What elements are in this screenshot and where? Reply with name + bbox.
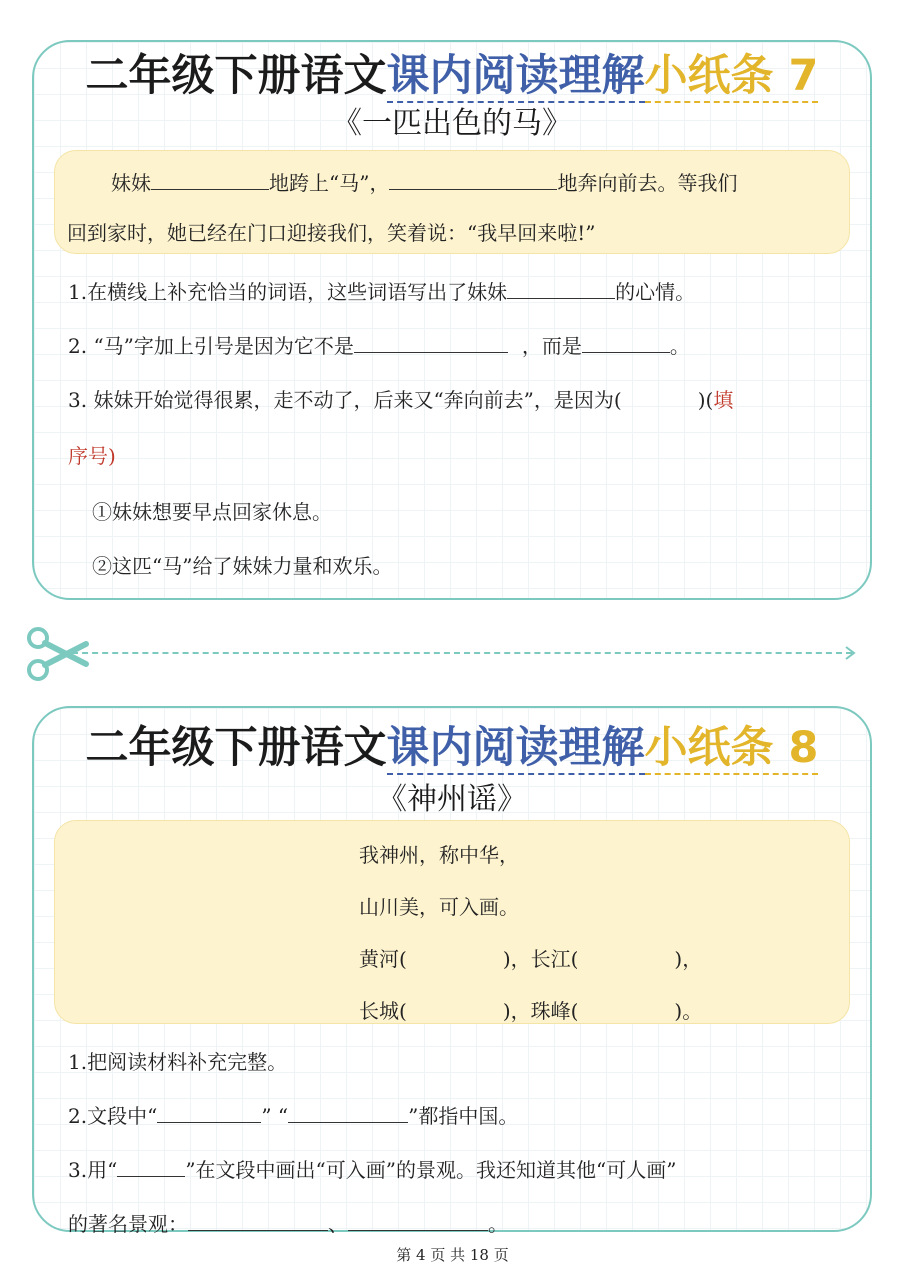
question-text: ” “ — [261, 1104, 289, 1128]
passage-text: 妹妹 — [111, 171, 151, 195]
reading-card-7 — [32, 40, 872, 600]
passage-line-1 — [111, 167, 737, 196]
fill-blank[interactable] — [348, 1212, 488, 1231]
fill-blank[interactable] — [151, 171, 269, 190]
passage-box — [54, 150, 850, 254]
instruction-note: 填 — [713, 388, 734, 412]
passage-text: 地奔向前去。等我们 — [557, 171, 738, 195]
option-2: ②这匹“马”给了妹妹力量和欢乐。 — [92, 554, 393, 578]
card-title — [34, 48, 870, 104]
poem-title: 《神州谣》 — [377, 782, 527, 817]
poem-text: )。 — [674, 999, 703, 1023]
question-text: 。 — [669, 334, 690, 358]
poem-text: )，珠峰( — [502, 999, 579, 1023]
fill-blank[interactable] — [507, 280, 615, 299]
question-text: ，而是 — [521, 334, 582, 358]
poem-text: 长城( — [359, 999, 407, 1023]
question-text: ”在文段中画出“可入画”的景观。我还知道其他“可人画” — [185, 1158, 677, 1182]
poem-line-1: 我神州，称中华， — [359, 843, 519, 867]
title-grade: 二年级下册语文 — [85, 51, 387, 101]
poem-box — [54, 820, 850, 1024]
arrow-right-icon — [844, 645, 856, 659]
poem-line-3 — [359, 943, 702, 972]
question-3 — [68, 1154, 676, 1183]
title-grade: 二年级下册语文 — [85, 723, 387, 773]
question-2 — [68, 330, 690, 359]
question-3 — [68, 384, 733, 413]
scissors-icon — [24, 626, 90, 682]
title-reading: 课内阅读理解 — [386, 723, 645, 773]
question-text: ”都指中国。 — [408, 1104, 519, 1128]
question-text: 的著名景观： — [68, 1212, 188, 1236]
story-title: 《一匹出色的马》 — [332, 106, 572, 141]
question-text: 2. “马”字加上引号是因为它不是 — [68, 334, 354, 358]
question-1: 1.把阅读材料补充完整。 — [68, 1050, 288, 1074]
fill-blank[interactable] — [582, 334, 670, 353]
question-text: 3.用“ — [68, 1158, 118, 1182]
reading-card-8 — [32, 706, 872, 1236]
question-text: 的心情。 — [615, 280, 696, 304]
page-footer: 第 4 页 共 18 页 — [396, 1246, 509, 1264]
poem-text: 黄河( — [359, 947, 407, 971]
fill-blank[interactable] — [157, 1104, 261, 1123]
question-text: 。 — [488, 1212, 508, 1236]
fill-blank[interactable] — [188, 1212, 328, 1231]
cut-line — [72, 652, 852, 654]
question-text: 2.文段中“ — [68, 1104, 158, 1128]
question-text: )( — [697, 388, 714, 412]
question-1 — [68, 276, 695, 305]
fill-blank[interactable] — [288, 1104, 408, 1123]
passage-text: 地跨上“马”， — [269, 171, 390, 195]
question-text: 、 — [328, 1212, 348, 1236]
passage-line-2: 回到家时，她已经在门口迎接我们，笑着说：“我早回来啦!” — [67, 221, 596, 245]
option-1: ①妹妹想要早点回家休息。 — [92, 500, 332, 524]
question-text: 1.在横线上补充恰当的词语，这些词语写出了妹妹 — [68, 280, 508, 304]
title-reading: 课内阅读理解 — [386, 51, 645, 101]
fill-blank[interactable] — [117, 1158, 185, 1177]
question-2 — [68, 1100, 518, 1129]
poem-text: )， — [674, 947, 703, 971]
poem-line-2: 山川美，可入画。 — [359, 895, 519, 919]
poem-text: )，长江( — [502, 947, 579, 971]
instruction-note: 序号) — [68, 444, 116, 468]
title-note-number: 小纸条 8 — [644, 723, 819, 773]
card-title — [34, 720, 870, 776]
title-note-number: 小纸条 7 — [644, 51, 819, 101]
poem-line-4 — [359, 995, 702, 1024]
fill-blank[interactable] — [389, 171, 557, 190]
question-3-continued — [68, 1208, 508, 1237]
fill-blank[interactable] — [354, 334, 508, 353]
question-text: 3. 妹妹开始觉得很累，走不动了，后来又“奔向前去”，是因为( — [68, 388, 622, 412]
